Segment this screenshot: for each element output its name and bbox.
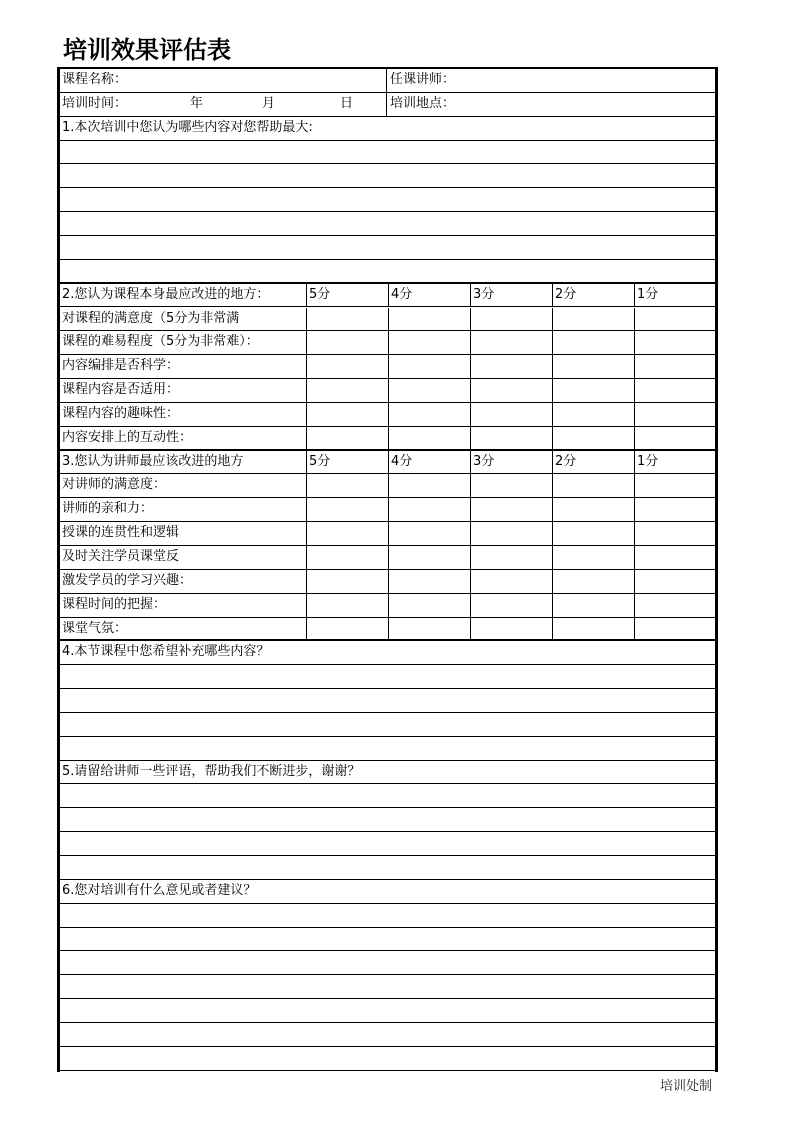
rating-cell-2[interactable] <box>553 594 635 617</box>
rating-item-label: 激发学员的学习兴趣： <box>62 572 193 588</box>
rating-cell-4[interactable] <box>389 427 471 449</box>
rating-cell-1[interactable] <box>635 570 717 593</box>
q3-item-row <box>60 522 715 546</box>
rating-cell-3[interactable] <box>471 594 553 617</box>
q2-item-row <box>60 355 715 379</box>
answer-field[interactable] <box>60 928 712 951</box>
q2-title: 2.您认为课程本身最应改进的地方： <box>62 286 270 302</box>
answer-field[interactable] <box>60 141 712 164</box>
rating-cell-2[interactable] <box>553 618 635 640</box>
answer-field[interactable] <box>60 236 712 259</box>
rating-cell-1[interactable] <box>635 427 717 449</box>
rating-item-label: 及时关注学员课堂反 <box>62 549 180 564</box>
answer-field[interactable] <box>60 808 712 831</box>
time-location-row <box>60 93 715 117</box>
score-header-4: 4分 <box>391 453 413 469</box>
rating-cell-3[interactable] <box>471 403 553 426</box>
question-5-text: 5.请留给讲师一些评语，帮助我们不断进步，谢谢？ <box>62 763 361 779</box>
rating-cell-5[interactable] <box>307 522 389 545</box>
answer-field[interactable] <box>60 737 712 760</box>
q2-item-row <box>60 308 715 332</box>
question-1-answer-line <box>60 236 715 260</box>
rating-cell-2[interactable] <box>553 427 635 449</box>
question-6-text: 6.您对培训有什么意见或者建议？ <box>62 882 257 898</box>
answer-field[interactable] <box>60 904 712 927</box>
score-header-3: 3分 <box>473 453 495 469</box>
q3-item-row <box>60 618 715 642</box>
question-6-answer-line <box>60 928 715 952</box>
rating-cell-2[interactable] <box>553 379 635 402</box>
q3-item-row <box>60 474 715 498</box>
question-6-answer-line <box>60 1023 715 1047</box>
question-4-text: 4.本节课程中您希望补充哪些内容？ <box>62 644 270 660</box>
score-header-3: 3分 <box>473 286 495 302</box>
rating-item-label: 内容安排上的互动性： <box>62 429 193 445</box>
rating-cell-5[interactable] <box>307 403 389 426</box>
rating-cell-2[interactable] <box>553 308 635 331</box>
q3-item-row <box>60 570 715 594</box>
answer-field[interactable] <box>60 689 712 712</box>
rating-cell-4[interactable] <box>389 308 471 331</box>
rating-cell-2[interactable] <box>553 331 635 354</box>
answer-field[interactable] <box>60 164 712 187</box>
rating-cell-3[interactable] <box>471 379 553 402</box>
score-header-2: 2分 <box>555 453 577 469</box>
rating-cell-5[interactable] <box>307 331 389 354</box>
q3-header-row <box>60 451 715 475</box>
evaluation-form <box>57 67 718 1072</box>
question-4-answer-line <box>60 665 715 689</box>
rating-cell-1[interactable] <box>635 522 717 545</box>
rating-cell-4[interactable] <box>389 594 471 617</box>
month-label: 月 <box>262 95 276 111</box>
answer-field[interactable] <box>60 212 712 235</box>
rating-cell-5[interactable] <box>307 474 389 497</box>
rating-cell-4[interactable] <box>389 498 471 521</box>
question-1-answer-line <box>60 141 715 165</box>
rating-cell-4[interactable] <box>389 618 471 640</box>
answer-field[interactable] <box>60 785 712 808</box>
rating-cell-4[interactable] <box>389 403 471 426</box>
rating-cell-5[interactable] <box>307 618 389 640</box>
score-header-5: 5分 <box>309 286 331 302</box>
question-5-row <box>60 761 715 785</box>
score-header-4: 4分 <box>391 286 413 302</box>
q3-title: 3.您认为讲师最应该改进的地方 <box>62 453 244 469</box>
question-4-row <box>60 641 715 665</box>
answer-field[interactable] <box>60 856 712 879</box>
column-divider <box>386 93 387 116</box>
rating-cell-1[interactable] <box>635 546 717 569</box>
rating-item-label: 课堂气氛： <box>62 620 128 636</box>
rating-cell-4[interactable] <box>389 570 471 593</box>
rating-cell-5[interactable] <box>307 546 389 569</box>
rating-cell-3[interactable] <box>471 522 553 545</box>
rating-cell-1[interactable] <box>635 355 717 378</box>
rating-item-label: 讲师的亲和力： <box>62 501 154 517</box>
question-4-answer-line <box>60 737 715 761</box>
rating-cell-1[interactable] <box>635 379 717 402</box>
question-6-answer-line <box>60 1047 715 1071</box>
score-header-1: 1分 <box>637 286 659 302</box>
rating-cell-3[interactable] <box>471 546 553 569</box>
rating-cell-4[interactable] <box>389 379 471 402</box>
rating-cell-5[interactable] <box>307 594 389 617</box>
question-4-answer-line <box>60 713 715 737</box>
rating-cell-3[interactable] <box>471 427 553 449</box>
form-title: 培训效果评估表 <box>63 36 231 64</box>
q3-item-row <box>60 498 715 522</box>
rating-cell-5[interactable] <box>307 355 389 378</box>
question-1-row <box>60 117 715 141</box>
question-6-row <box>60 880 715 904</box>
question-5-answer-line <box>60 856 715 880</box>
question-1-answer-line <box>60 164 715 188</box>
column-divider <box>386 69 387 92</box>
q2-item-row <box>60 379 715 403</box>
question-5-answer-line <box>60 808 715 832</box>
question-1-answer-line <box>60 260 715 284</box>
q3-item-row <box>60 594 715 618</box>
rating-cell-4[interactable] <box>389 522 471 545</box>
answer-field[interactable] <box>60 713 712 736</box>
rating-cell-3[interactable] <box>471 474 553 497</box>
rating-cell-4[interactable] <box>389 355 471 378</box>
q2-item-row <box>60 427 715 451</box>
answer-field[interactable] <box>60 951 712 974</box>
rating-item-label: 对课程的满意度（5分为非常满 <box>62 310 240 326</box>
rating-cell-2[interactable] <box>553 570 635 593</box>
rating-cell-2[interactable] <box>553 522 635 545</box>
question-6-answer-line <box>60 975 715 999</box>
rating-item-label: 内容编排是否科学： <box>62 358 180 374</box>
question-6-answer-line <box>60 999 715 1023</box>
rating-cell-3[interactable] <box>471 308 553 331</box>
question-1-answer-line <box>60 188 715 212</box>
rating-item-label: 对讲师的满意度： <box>62 477 167 493</box>
rating-item-label: 授课的连贯性和逻辑 <box>62 525 180 541</box>
q2-item-row <box>60 331 715 355</box>
answer-field[interactable] <box>60 188 712 211</box>
rating-cell-5[interactable] <box>307 427 389 449</box>
question-6-answer-line <box>60 951 715 975</box>
rating-cell-3[interactable] <box>471 498 553 521</box>
rating-cell-2[interactable] <box>553 546 635 569</box>
answer-field[interactable] <box>60 975 712 998</box>
score-header-5: 5分 <box>309 453 331 469</box>
rating-cell-2[interactable] <box>553 498 635 521</box>
rating-cell-1[interactable] <box>635 474 717 497</box>
rating-cell-1[interactable] <box>635 331 717 354</box>
rating-item-label: 课程的难易程度（5分为非常难）： <box>62 334 259 350</box>
course-info-row <box>60 69 715 93</box>
answer-field[interactable] <box>60 1023 712 1046</box>
answer-field[interactable] <box>60 999 712 1022</box>
rating-item-label: 课程内容的趣味性： <box>62 405 180 421</box>
answer-field[interactable] <box>60 260 712 282</box>
score-header-2: 2分 <box>555 286 577 302</box>
question-5-answer-line <box>60 785 715 809</box>
question-4-answer-line <box>60 689 715 713</box>
footer-issuer: 培训处制 <box>660 1079 713 1094</box>
rating-cell-4[interactable] <box>389 474 471 497</box>
training-location-label: 培训地点： <box>390 95 456 111</box>
rating-cell-1[interactable] <box>635 594 717 617</box>
rating-item-label: 课程内容是否适用： <box>62 382 180 398</box>
rating-item-label: 课程时间的把握： <box>62 596 167 612</box>
answer-field[interactable] <box>60 1047 712 1070</box>
year-label: 年 <box>190 95 204 111</box>
q3-item-row <box>60 546 715 570</box>
rating-cell-1[interactable] <box>635 403 717 426</box>
rating-cell-4[interactable] <box>389 546 471 569</box>
q2-header-row <box>60 284 715 308</box>
rating-cell-5[interactable] <box>307 308 389 331</box>
instructor-label: 任课讲师： <box>390 72 456 87</box>
rating-cell-1[interactable] <box>635 308 717 331</box>
answer-field[interactable] <box>60 832 712 855</box>
answer-field[interactable] <box>60 665 712 688</box>
training-time-label: 培训时间： <box>62 95 128 111</box>
rating-cell-2[interactable] <box>553 403 635 426</box>
rating-cell-3[interactable] <box>471 331 553 354</box>
q2-item-row <box>60 403 715 427</box>
rating-cell-1[interactable] <box>635 498 717 521</box>
rating-cell-5[interactable] <box>307 379 389 402</box>
day-label: 日 <box>340 95 354 111</box>
rating-cell-5[interactable] <box>307 498 389 521</box>
rating-cell-2[interactable] <box>553 474 635 497</box>
course-name-label: 课程名称： <box>62 72 128 87</box>
rating-cell-1[interactable] <box>635 618 717 640</box>
rating-cell-2[interactable] <box>553 355 635 378</box>
rating-cell-4[interactable] <box>389 331 471 354</box>
rating-cell-5[interactable] <box>307 570 389 593</box>
score-header-1: 1分 <box>637 453 659 469</box>
question-1-answer-line <box>60 212 715 236</box>
question-1-text: 1.本次培训中您认为哪些内容对您帮助最大: <box>62 119 313 135</box>
question-6-answer-line <box>60 904 715 928</box>
rating-cell-3[interactable] <box>471 570 553 593</box>
rating-cell-3[interactable] <box>471 618 553 640</box>
question-5-answer-line <box>60 832 715 856</box>
rating-cell-3[interactable] <box>471 355 553 378</box>
